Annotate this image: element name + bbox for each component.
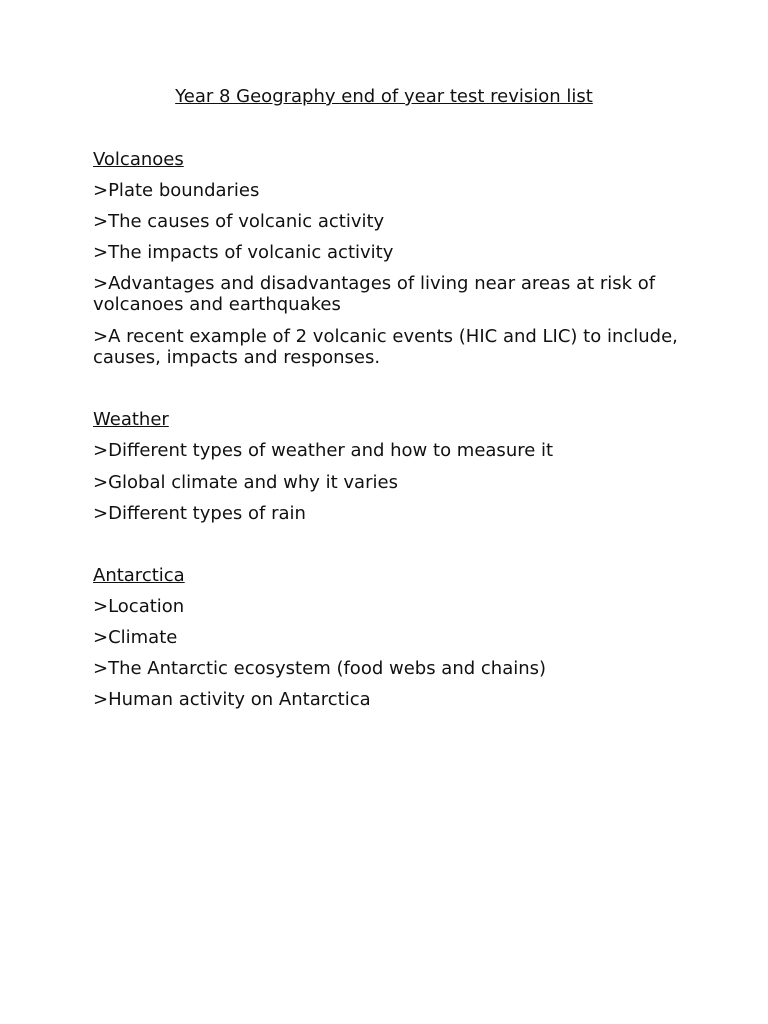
list-item: >Location	[93, 596, 185, 617]
section-heading-volcanoes: Volcanoes	[93, 149, 184, 170]
list-item: >Advantages and disadvantages of living near areas at risk of volcanoes and earthquakes	[93, 273, 656, 315]
list-item: >Different types of weather and how to measure it	[93, 440, 554, 461]
list-item: >Global climate and why it varies	[93, 472, 398, 493]
list-item: >Climate	[93, 627, 178, 648]
section-heading-antarctica: Antarctica	[93, 565, 185, 586]
list-item: >Human activity on Antarctica	[93, 689, 371, 710]
page-title: Year 8 Geography end of year test revision list	[175, 86, 593, 107]
list-item: >The Antarctic ecosystem (food webs and chains)	[93, 658, 547, 679]
list-item: >A recent example of 2 volcanic events (HIC and LIC) to include, causes, impacts and responses.	[93, 326, 678, 368]
list-item: >Different types of rain	[93, 503, 306, 524]
section-heading-weather: Weather	[93, 409, 169, 430]
list-item: >The causes of volcanic activity	[93, 211, 385, 232]
list-item: >Plate boundaries	[93, 180, 260, 201]
list-item: >The impacts of volcanic activity	[93, 242, 394, 263]
